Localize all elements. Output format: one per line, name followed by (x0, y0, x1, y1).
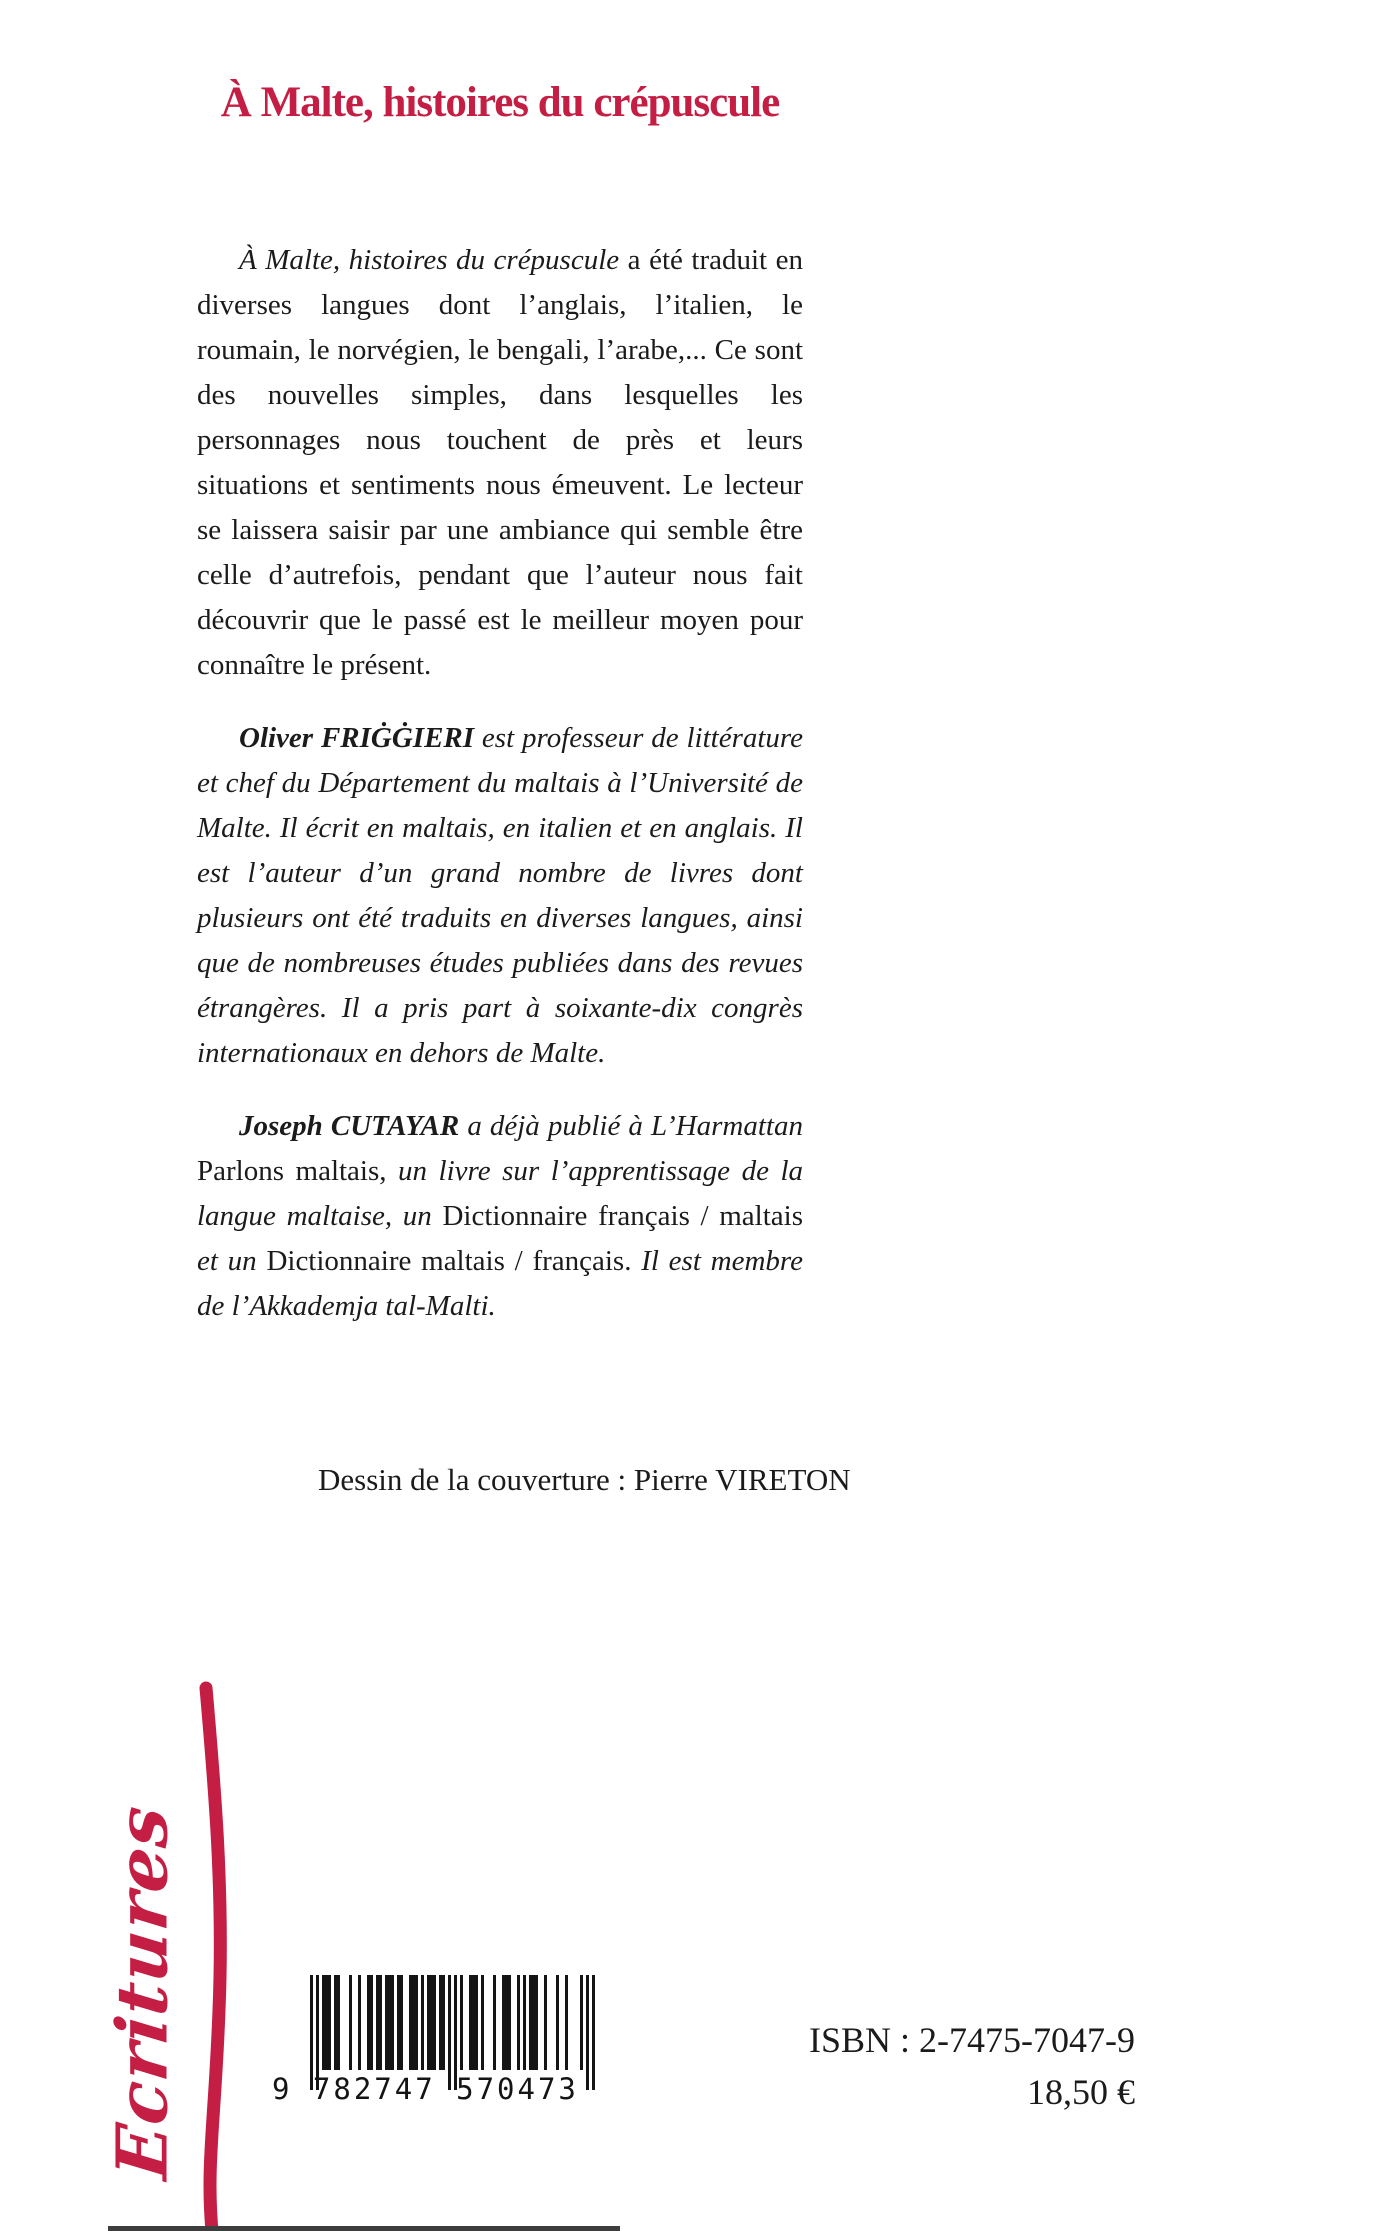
synopsis-paragraph (197, 238, 803, 688)
text-segment: Oliver FRIĠĠIERI (239, 722, 475, 754)
text-segment: un livre sur l’apprentissage de la langue maltaise, un (197, 1155, 804, 1232)
text-segment: Joseph CUTAYAR (239, 1110, 460, 1142)
text-segment: Parlons maltais, (197, 1155, 387, 1187)
text-segment: est professeur de littérature et chef du Département du maltais à l’Université de Malte. Il écrit en maltais, en italien et en anglais. Il est l’auteur d’un grand nombre de livres dont plusieurs ont été traduits en diverses langues, ainsi que de nombreuses études publiées dans des revues étrangères. Il a pris part à soixante-dix congrès internationaux en dehors de Malte. (197, 722, 803, 1069)
text-segment: a déjà publié à L’Harmattan (459, 1110, 803, 1142)
barcode-digits: 9 782747 570473 (272, 2072, 579, 2106)
text-column (197, 238, 803, 1329)
text-segment: a été traduit en diverses langues dont l’anglais, l’italien, le roumain, le norvégien, le bengali, l’arabe,... Ce sont des nouvelles simples, dans lesquelles les personnages nous touchent de près et leurs situations et sentiments nous émeuvent. Le lecteur se laissera saisir par une ambiance qui semble être celle d’autrefois, pendant que l’auteur nous fait découvrir que le passé est le meilleur moyen pour connaître le présent. (197, 244, 804, 681)
price-text: 18,50 € (1027, 2072, 1135, 2112)
isbn-price-block (690, 2014, 1135, 2118)
scan-edge-line (108, 2226, 620, 2231)
text-segment: et un (197, 1245, 267, 1277)
isbn-text: ISBN : 2-7475-7047-9 (809, 2020, 1135, 2060)
text-segment: Dictionnaire français / maltais (442, 1200, 804, 1232)
cover-credit: Dessin de la couverture : Pierre VIRETON (318, 1462, 851, 1497)
text-segment: Il est membre de l’Akkademja tal-Malti. (197, 1245, 803, 1322)
translator-bio-paragraph (197, 1104, 803, 1329)
text-segment: Dictionnaire maltais / français. (266, 1245, 632, 1277)
author-bio-paragraph (197, 716, 803, 1076)
publisher-logo-script: Ecritures (100, 1801, 184, 2183)
text-segment: À Malte, histoires du crépuscule (239, 244, 620, 276)
book-title: À Malte, histoires du crépuscule (220, 79, 780, 126)
